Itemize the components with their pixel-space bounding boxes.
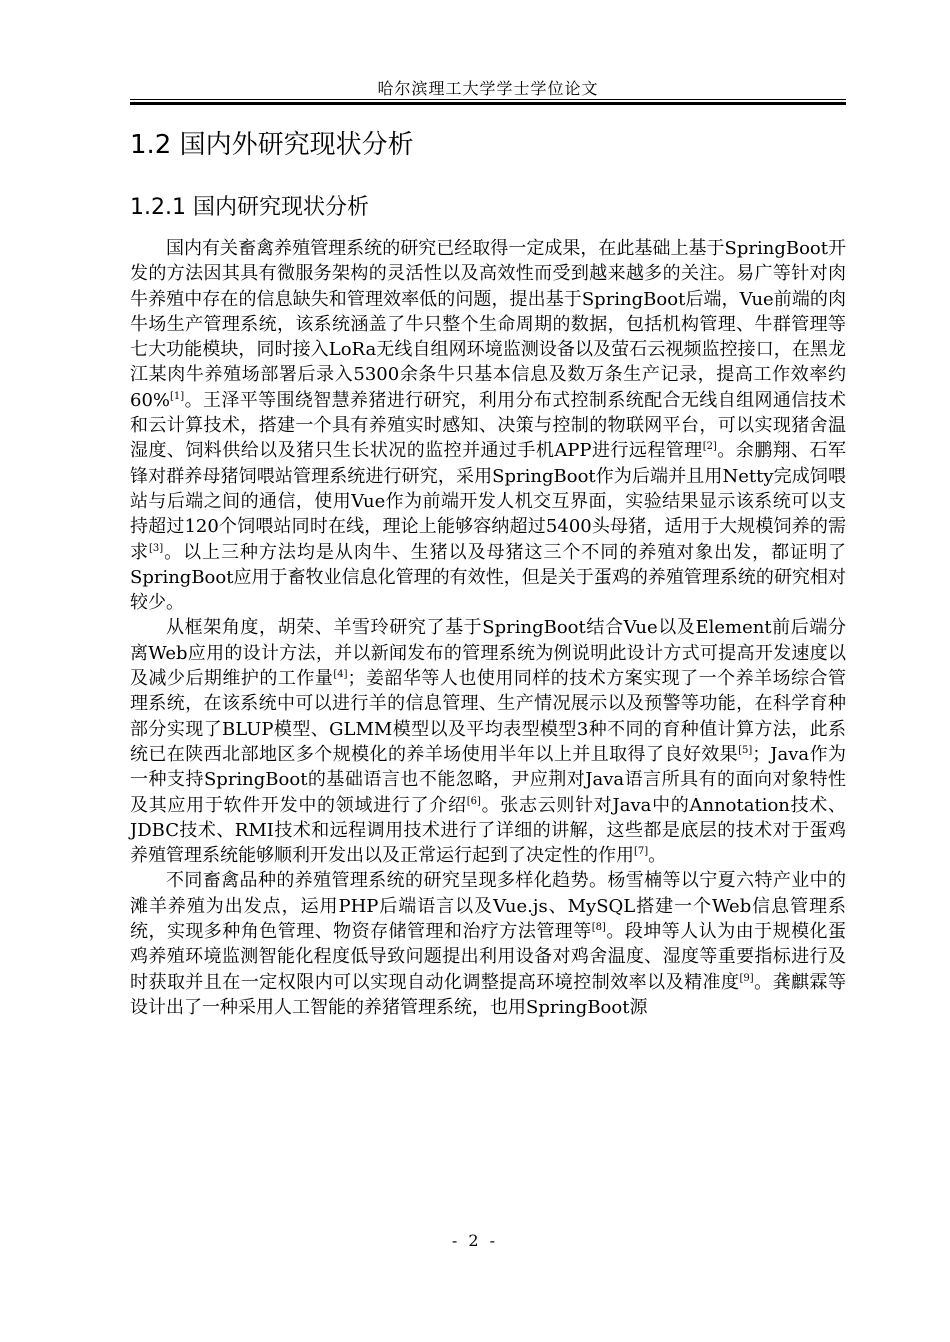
paragraph-text: 。段坤等人认为由于规模化蛋鸡养殖环境监测智能化程度低导致问题提出利用设备对鸡舍温度、湿度等重要指标进行及时获取并且在一定权限内可以实现自动化调整提高环境控制效率以及精准度 xyxy=(130,921,847,993)
page-number: - 2 - xyxy=(451,1231,499,1250)
paragraph xyxy=(130,615,846,868)
citation: [2] xyxy=(702,441,717,453)
citation: [6] xyxy=(466,795,481,807)
citation: [5] xyxy=(738,744,753,756)
citation: [7] xyxy=(634,846,649,858)
paragraph xyxy=(130,236,846,615)
paragraph-text: 不同畜禽品种的养殖管理系统的研究呈现多样化趋势。杨雪楠等以宁夏六特产业中的滩羊养殖为出发点，运用PHP后端语言以及Vue.js、MySQL搭建一个Web信息管理系统，实现多种角色管理、物资存储管理和治疗方法管理等 xyxy=(130,870,846,943)
paragraph-text: 。王泽平等围绕智慧养猪进行研究，利用分布式控制系统配合无线自组网通信技术和云计算技术，搭建一个具有养殖实时感知、决策与控制的物联网平台，可以实现猪舍温湿度、饲料供给以及猪只生长状况的监控并通过手机APP进行远程管理 xyxy=(130,389,846,462)
section-heading: 1.2 国内外研究现状分析 xyxy=(130,130,414,160)
subsection-heading: 1.2.1 国内研究现状分析 xyxy=(130,195,369,220)
paragraph-text: 。 xyxy=(648,845,667,867)
paragraph-text: 从框架角度，胡荣、羊雪玲研究了基于SpringBoot结合Vue以及Element前后端分离Web应用的设计方法，并以新闻发布的管理系统为例说明此设计方式可提高开发速度以及减少后期维护的工作量 xyxy=(130,617,846,690)
paragraph-text: ；姜韶华等人也使用同样的技术方案实现了一个养羊场综合管理系统，在该系统中可以进行羊的信息管理、生产情况展示以及预警等功能，在科学育种部分实现了BLUP模型、GLMM模型以及平均表型模型3种不同的育种值计算方法，此系统已在陕西北部地区多个规模化的养羊场使用半年以上并且取得了良好效果 xyxy=(130,668,847,765)
citation: [1] xyxy=(170,390,185,402)
citation: [9] xyxy=(739,972,754,984)
citation: [8] xyxy=(591,922,606,934)
body-text xyxy=(130,236,846,1020)
paragraph-text: 。余鹏翔、石军锋对群养母猪饲喂站管理系统进行研究，采用SpringBoot作为后端并且用Netty完成饲喂站与后端之间的通信，使用Vue作为前端开发人机交互界面，实验结果显示该系统可以支持超过120个饲喂站同时在线，理论上能够容纳超过5400头母猪，适用于大规模饲养的需求 xyxy=(130,440,847,563)
citation: [4] xyxy=(333,669,348,681)
paragraph-text: ；Java作为一种支持SpringBoot的基础语言也不能忽略，尹应荆对Java语言所具有的面向对象特性及其应用于软件开发中的领域进行了介绍 xyxy=(130,743,846,816)
page-header: 哈尔滨理工大学学士学位论文 xyxy=(377,79,599,98)
paragraph xyxy=(130,868,846,1020)
paragraph-text: 。以上三种方法均是从肉牛、生猪以及母猪这三个不同的养殖对象出发，都证明了SpringBoot应用于畜牧业信息化管理的有效性，但是关于蛋鸡的养殖管理系统的研究相对较少。 xyxy=(130,541,846,614)
citation: [3] xyxy=(148,542,164,554)
paragraph-text: 。张志云则针对Java中的Annotation技术、JDBC技术、RMI技术和远程调用技术进行了详细的讲解，这些都是底层的技术对于蛋鸡养殖管理系统能够顺利开发出以及正常运行起到了决定性的作用 xyxy=(130,794,846,867)
header-rule-thick xyxy=(130,102,846,105)
paragraph-text: 国内有关畜禽养殖管理系统的研究已经取得一定成果，在此基础上基于SpringBoot开发的方法因其具有微服务架构的灵活性以及高效性而受到越来越多的关注。易广等针对肉牛养殖中存在的信息缺失和管理效率低的问题，提出基于SpringBoot后端，Vue前端的肉牛场生产管理系统，该系统涵盖了牛只整个生命周期的数据，包括机构管理、牛群管理等七大功能模块，同时接入LoRa无线自组网环境监测设备以及萤石云视频监控接口，在黑龙江某肉牛养殖场部署后录入5300余条牛只基本信息及数万条生产记录，提高工作效率约60% xyxy=(130,238,846,411)
header-rule-thin xyxy=(130,99,846,100)
paragraph-text: 。龚麒霖等设计出了一种采用人工智能的养猪管理系统，也用SpringBoot源 xyxy=(130,971,847,1018)
